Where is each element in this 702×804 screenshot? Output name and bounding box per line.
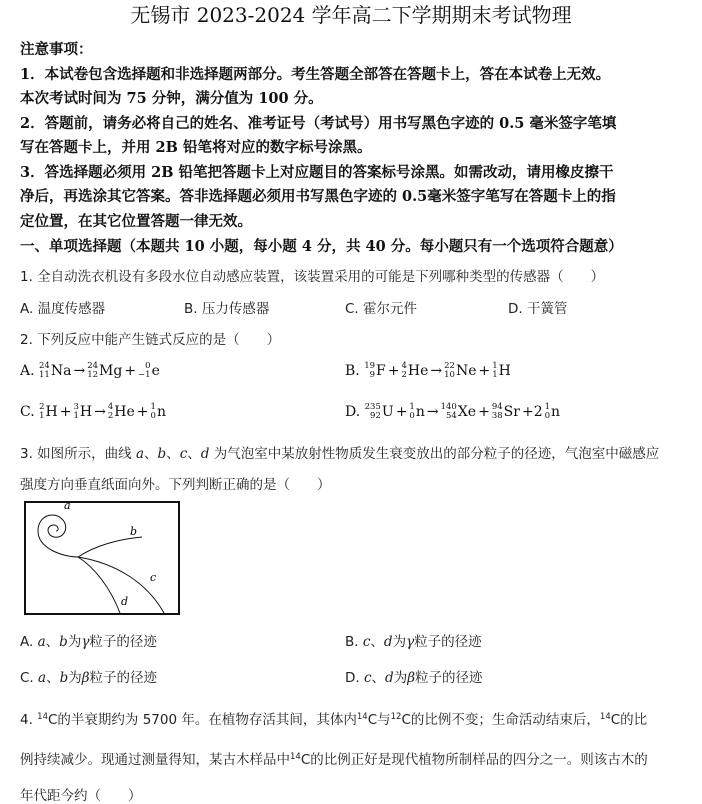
- atomic-number: 10: [444, 370, 455, 380]
- label-c: c: [150, 571, 157, 584]
- q1-option-c: C. 霍尔元件: [345, 301, 418, 317]
- element-symbol: He: [114, 404, 135, 420]
- instruction-1-line-2: 本次考试时间为 75 分钟，满分值为 100 分。: [20, 90, 323, 107]
- text: 为: [67, 634, 82, 650]
- equation-operator: →: [73, 363, 86, 379]
- element-symbol: U: [381, 404, 394, 420]
- q2-option-d-label: D.: [345, 404, 361, 420]
- atomic-number: 12: [87, 370, 99, 380]
- q3-var-c: c: [179, 446, 188, 462]
- element-symbol: n: [156, 404, 166, 420]
- mass-number: 14: [290, 752, 301, 762]
- q3-var-b: b: [157, 446, 167, 462]
- atomic-number: −1: [138, 370, 151, 380]
- text: 4.: [20, 712, 38, 728]
- var: d: [383, 634, 393, 650]
- element-symbol: Sr: [503, 404, 520, 420]
- mass-number: 235: [364, 402, 381, 412]
- track-a: [38, 515, 78, 557]
- mass-number: 22: [444, 361, 455, 371]
- greek-beta: β: [407, 670, 416, 686]
- atomic-number: 1: [73, 411, 79, 421]
- q3-option-a: [20, 630, 157, 650]
- mass-number: 3: [73, 402, 79, 412]
- atomic-number: 0: [150, 411, 156, 421]
- element-symbol: H: [45, 404, 58, 420]
- element-symbol: Mg: [99, 363, 123, 379]
- nuclide: [492, 362, 511, 380]
- instruction-3-line-2: 净后，再选涂其它答案。答非选择题必须用书写黑色字迹的 0.5毫米签字笔写在答题卡上的指: [20, 188, 616, 205]
- nuclide: [441, 403, 477, 421]
- element-symbol: F: [376, 363, 386, 379]
- atomic-number: 11: [39, 370, 50, 380]
- atomic-number: 38: [491, 411, 503, 421]
- greek-gamma: γ: [406, 634, 415, 650]
- text: C的比: [610, 712, 648, 728]
- label-d: d: [121, 595, 129, 608]
- mass-number: 12: [390, 712, 402, 722]
- q2-option-b-label: B.: [345, 363, 360, 379]
- text: C的比例不变；生命活动结束后，: [401, 712, 600, 728]
- equation-operator: +: [59, 404, 72, 420]
- mass-number: 19: [364, 361, 376, 371]
- q2-option-a-label: A.: [20, 363, 35, 379]
- var: c: [362, 634, 371, 650]
- element-symbol: n: [551, 404, 561, 420]
- text: 粒子的径迹: [89, 634, 157, 650]
- mass-number: 14: [37, 712, 48, 722]
- q3-option-c: [20, 666, 157, 686]
- equation-operator: +: [478, 363, 491, 379]
- nuclide: [39, 362, 71, 380]
- atomic-number: 0: [409, 411, 415, 421]
- nuclide: [401, 362, 428, 380]
- instruction-1-line-1: 1．本试卷包含选择题和非选择题两部分。考生答题全部答在答题卡上，答在本试卷上无效。: [20, 65, 611, 83]
- equation-operator: +: [395, 404, 408, 420]
- equation-operator: +: [124, 363, 137, 379]
- mass-number: 1: [150, 402, 156, 412]
- text: C的半衰期约为 5700 年。在植物存活其间，其体内: [48, 712, 357, 728]
- mass-number: 24: [39, 361, 50, 371]
- greek-beta: β: [81, 670, 90, 686]
- mass-number: 24: [87, 361, 99, 371]
- q2-option-b-equation: [364, 363, 511, 379]
- equation-operator: +2: [521, 404, 543, 420]
- text: 例持续减少。现通过测量得知，某古木样品中: [20, 752, 290, 768]
- var: c: [363, 670, 372, 686]
- equation-operator: →: [430, 363, 443, 379]
- var: a: [37, 634, 46, 650]
- instruction-3-line-3: 定位置，在其它位置答题一律无效。: [20, 212, 252, 230]
- q2-option-c-equation: [39, 404, 166, 420]
- atomic-number: 54: [446, 411, 457, 421]
- track-b: [78, 537, 142, 557]
- instructions: [20, 38, 686, 234]
- element-symbol: H: [498, 363, 511, 379]
- q2-option-c-label: C.: [20, 404, 35, 420]
- nuclide: [444, 362, 476, 380]
- nuclide: [39, 403, 58, 421]
- mass-number: 14: [599, 712, 611, 722]
- instruction-3-line-1: 3．答选择题必须用 2B 铅笔把答题卡上对应题目的答案标号涂黑。如需改动，请用橡皮擦干: [20, 163, 614, 181]
- text: C的比例正好是现代植物所制样品的四分之一。则该古木的: [300, 752, 648, 768]
- question-2-stem: 2. 下列反应中能产生链式反应的是（ ）: [20, 332, 281, 348]
- label-b: b: [130, 525, 138, 538]
- nuclide: [108, 403, 135, 421]
- q2-option-d-equation: [365, 404, 560, 420]
- section-heading: 一、单项选择题（本题共 10 小题，每小题 4 分，共 40 分。每小题只有一个选项符合题意）: [20, 238, 623, 255]
- option-letter: D.: [345, 670, 364, 686]
- element-symbol: Xe: [457, 404, 477, 420]
- q2-option-a: [20, 362, 160, 380]
- atomic-number: 9: [369, 370, 376, 380]
- q3-option-d: [345, 666, 483, 686]
- atomic-number: 0: [544, 411, 551, 421]
- text: 粒子的径迹: [415, 670, 483, 686]
- question-4-line-2: [20, 748, 690, 768]
- element-symbol: Ne: [455, 363, 477, 379]
- var: a: [38, 670, 47, 686]
- var: d: [385, 670, 394, 686]
- element-symbol: H: [79, 404, 93, 420]
- label-a: a: [64, 501, 71, 512]
- option-letter: C.: [20, 670, 39, 686]
- nuclide: [365, 403, 394, 421]
- q3-sep: 、: [144, 446, 158, 462]
- equation-operator: +: [387, 363, 400, 379]
- q3-stem-text: 3. 如图所示，曲线: [20, 446, 136, 462]
- mass-number: 14: [356, 712, 368, 722]
- element-symbol: n: [415, 404, 425, 420]
- var: b: [59, 670, 69, 686]
- nuclide: [364, 362, 386, 380]
- mass-number: 0: [145, 361, 151, 371]
- instruction-2-line-1: 2．答题前，请务必将自己的姓名、准考证号（考试号）用书写黑色字迹的 0.5 毫米签字笔填: [20, 114, 617, 132]
- mass-number: 1: [544, 402, 551, 412]
- text: 为: [393, 670, 408, 686]
- nuclide: [409, 403, 424, 421]
- atomic-number: 1: [39, 411, 45, 421]
- nuclide: [138, 362, 160, 380]
- text: 粒子的径迹: [414, 634, 482, 650]
- option-letter: B.: [345, 634, 363, 650]
- question-3-stem-line-2: 强度方向垂直纸面向外。下列判断正确的是（ ）: [20, 477, 331, 493]
- equation-operator: +: [478, 404, 490, 420]
- greek-gamma: γ: [81, 634, 90, 650]
- sep: 、: [371, 670, 386, 686]
- q3-stem-text: 为气泡室中某放射性物质发生衰变放出的部分粒子的径迹，气泡室中磁感应: [209, 446, 660, 462]
- equation-operator: →: [94, 404, 106, 420]
- q1-option-b: B. 压力传感器: [184, 301, 270, 317]
- var: b: [59, 634, 68, 650]
- q2-option-b: [345, 362, 511, 380]
- sep: 、: [46, 670, 60, 686]
- q2-option-c: [20, 403, 166, 421]
- instruction-2-line-2: 写在答题卡上，并用 2B 铅笔将对应的数字标号涂黑。: [20, 139, 372, 156]
- question-4-line-3: 年代距今约（ ）: [20, 788, 142, 804]
- q2-option-a-equation: [39, 363, 160, 379]
- q1-option-a: A. 温度传感器: [20, 301, 106, 317]
- mass-number: 1: [409, 402, 415, 412]
- mass-number: 4: [401, 361, 407, 371]
- diagram-frame: [25, 502, 179, 614]
- element-symbol: He: [407, 363, 429, 379]
- nuclide: [545, 403, 560, 421]
- q3-sep: 、: [187, 446, 201, 462]
- mass-number: 4: [107, 402, 114, 412]
- text: 粒子的径迹: [89, 670, 158, 686]
- sep: 、: [45, 634, 60, 650]
- equation-operator: +: [136, 404, 149, 420]
- question-1-stem: 1. 全自动洗衣机设有多段水位自动感应装置，该装置采用的可能是下列哪种类型的传感器（ ）: [20, 269, 605, 285]
- mass-number: 140: [440, 402, 457, 412]
- nuclide: [74, 403, 93, 421]
- mass-number: 94: [491, 402, 503, 412]
- q2-option-d: [345, 403, 560, 421]
- sep: 、: [370, 634, 384, 650]
- text: 为: [392, 634, 407, 650]
- atomic-number: 1: [492, 370, 498, 380]
- atomic-number: 2: [401, 370, 407, 380]
- element-symbol: Na: [50, 363, 72, 379]
- text: C与: [367, 712, 391, 728]
- question-4-line-1: [20, 708, 690, 728]
- text: 为: [68, 670, 82, 686]
- nuclide: [151, 403, 166, 421]
- q3-sep: 、: [166, 446, 180, 462]
- exam-title: 无锡市 2023-2024 学年高二下学期期末考试物理: [130, 3, 572, 27]
- q3-var-d: d: [200, 446, 210, 462]
- bubble-chamber-diagram: [24, 501, 180, 615]
- option-letter: A.: [20, 634, 38, 650]
- q3-var-a: a: [135, 446, 145, 462]
- q1-option-d: D. 干簧管: [508, 301, 568, 317]
- atomic-number: 92: [370, 411, 381, 421]
- mass-number: 2: [39, 402, 45, 412]
- nuclide: [87, 362, 122, 380]
- track-d: [78, 557, 120, 613]
- nuclide: [492, 403, 520, 421]
- question-3-stem-line-1: [20, 442, 659, 462]
- equation-operator: →: [426, 404, 439, 420]
- atomic-number: 2: [107, 411, 114, 421]
- mass-number: 1: [492, 361, 498, 371]
- q3-option-b: [345, 630, 482, 650]
- instructions-heading: 注意事项：: [20, 41, 93, 58]
- element-symbol: e: [151, 363, 160, 379]
